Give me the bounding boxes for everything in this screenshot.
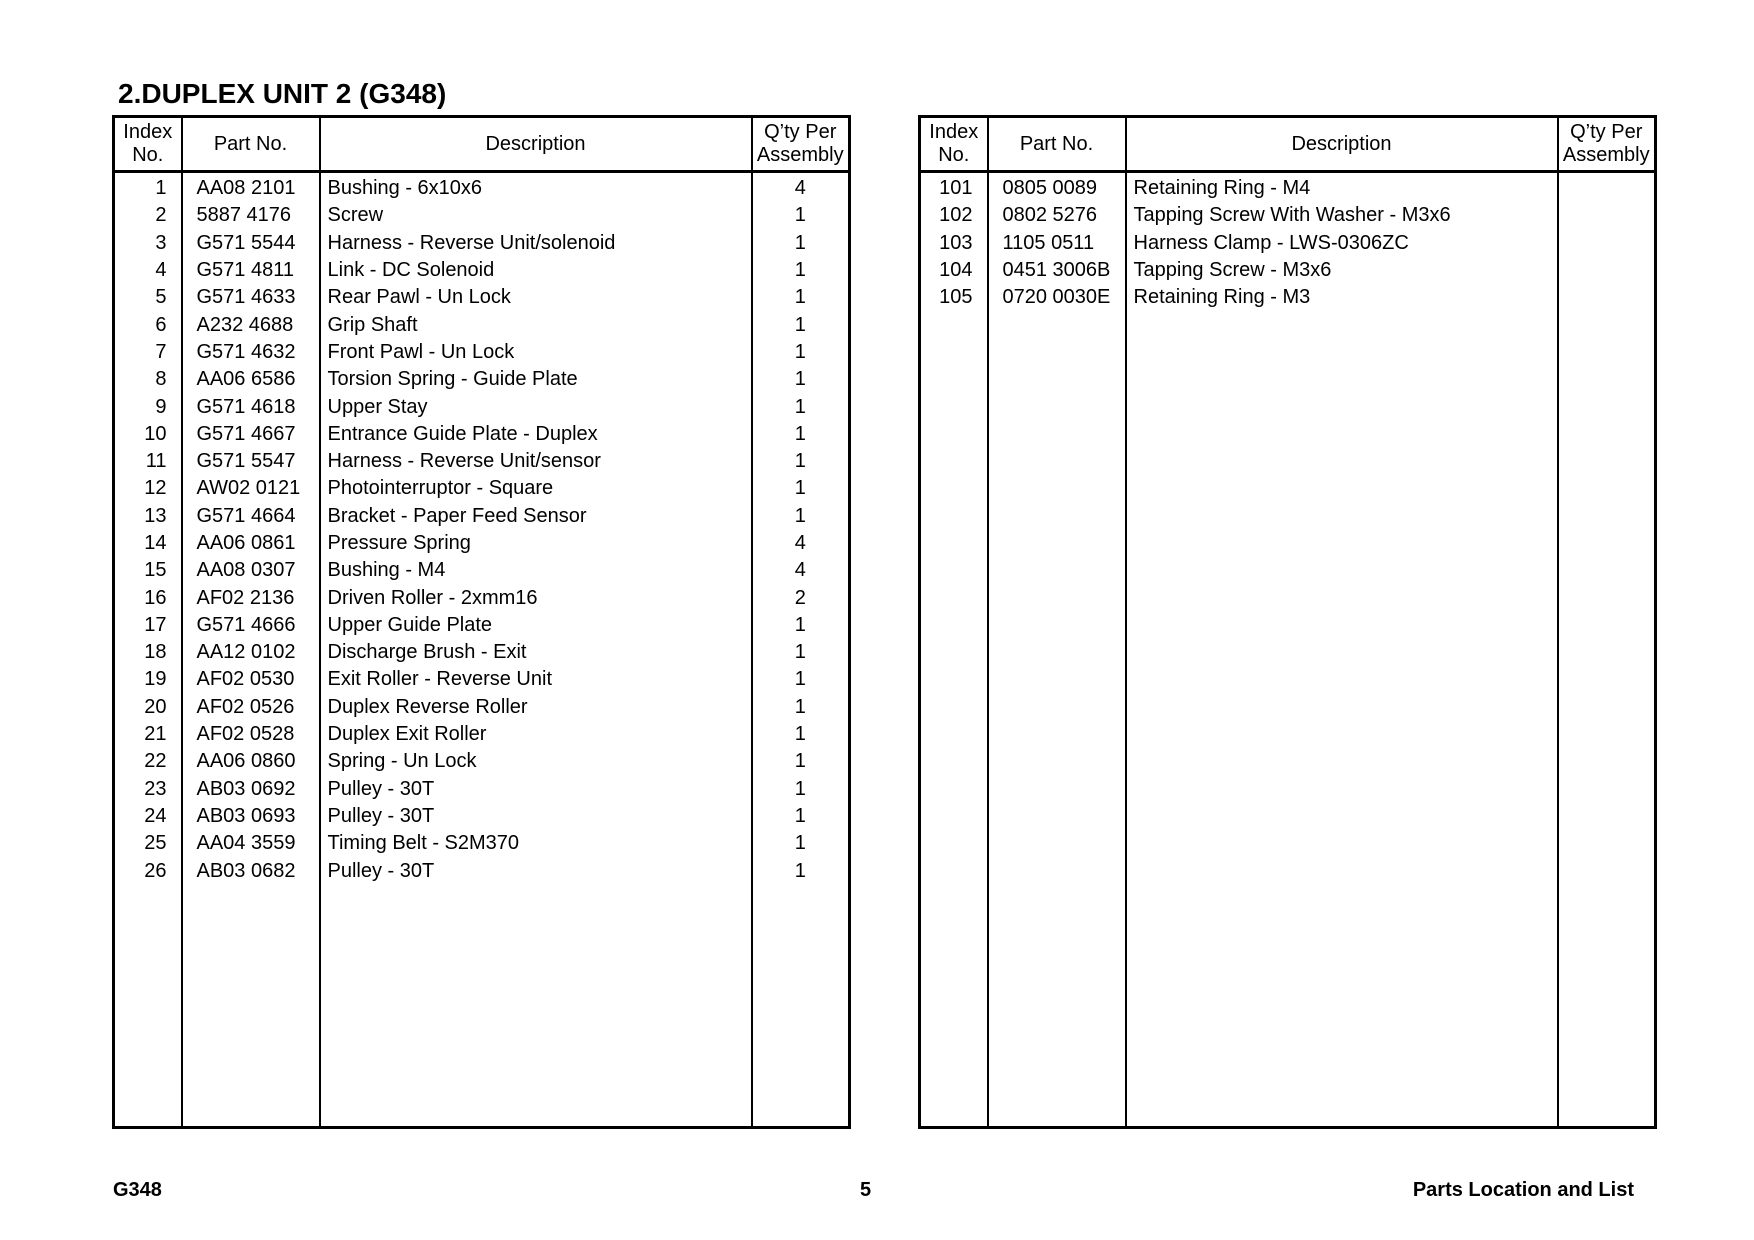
qty-cell: 1: [752, 393, 850, 420]
description-cell: Harness Clamp - LWS-0306ZC: [1126, 230, 1558, 257]
part-no-cell: 1105 0511: [988, 230, 1126, 257]
index-cell: 3: [114, 230, 182, 257]
description-cell: Duplex Exit Roller: [320, 721, 752, 748]
qty-cell: 1: [752, 311, 850, 338]
index-cell: 6: [114, 311, 182, 338]
description-cell: Rear Pawl - Un Lock: [320, 284, 752, 311]
table-header-row: [920, 117, 1656, 172]
description-cell: Photointerruptor - Square: [320, 475, 752, 502]
table-row: [114, 172, 850, 203]
part-no-cell: AA04 3559: [182, 830, 320, 857]
description-cell: Retaining Ring - M4: [1126, 172, 1558, 203]
table-row: [920, 202, 1656, 229]
part-no-cell: AB03 0692: [182, 776, 320, 803]
description-cell: Timing Belt - S2M370: [320, 830, 752, 857]
part-no-cell: AB03 0682: [182, 857, 320, 884]
description-cell: Duplex Reverse Roller: [320, 694, 752, 721]
part-no-cell: A232 4688: [182, 311, 320, 338]
qty-cell: 1: [752, 339, 850, 366]
description-cell: Upper Guide Plate: [320, 612, 752, 639]
index-cell: 4: [114, 257, 182, 284]
table-row: [114, 230, 850, 257]
qty-cell: 1: [752, 857, 850, 884]
table-row: [114, 202, 850, 229]
index-cell: 104: [920, 257, 988, 284]
index-cell: 102: [920, 202, 988, 229]
qty-cell: 1: [752, 666, 850, 693]
part-no-cell: 5887 4176: [182, 202, 320, 229]
index-cell: 103: [920, 230, 988, 257]
part-no-cell: G571 4667: [182, 421, 320, 448]
table-row: [114, 339, 850, 366]
page-title: 2.DUPLEX UNIT 2 (G348): [118, 78, 447, 109]
table-row: [114, 393, 850, 420]
part-no-cell: 0802 5276: [988, 202, 1126, 229]
description-cell: Link - DC Solenoid: [320, 257, 752, 284]
table-row: [114, 284, 850, 311]
table-header-row: [114, 117, 850, 172]
description-cell: Tapping Screw With Washer - M3x6: [1126, 202, 1558, 229]
part-no-cell: 0720 0030E: [988, 284, 1126, 311]
index-header: Index No.: [114, 117, 182, 172]
empty-cell: [920, 311, 988, 1127]
description-cell: Exit Roller - Reverse Unit: [320, 666, 752, 693]
index-cell: 8: [114, 366, 182, 393]
part-no-header: Part No.: [988, 117, 1126, 172]
table-row: [114, 366, 850, 393]
part-no-cell: G571 4666: [182, 612, 320, 639]
footer-page-number: 5: [860, 1179, 872, 1201]
index-cell: 5: [114, 284, 182, 311]
qty-cell: 4: [752, 557, 850, 584]
qty-cell: 1: [752, 284, 850, 311]
empty-cell: [988, 311, 1126, 1127]
index-cell: 1: [114, 172, 182, 203]
table-row: [114, 311, 850, 338]
description-cell: Bushing - 6x10x6: [320, 172, 752, 203]
index-cell: 15: [114, 557, 182, 584]
part-no-cell: G571 4664: [182, 503, 320, 530]
part-no-cell: G571 5547: [182, 448, 320, 475]
qty-cell: [1558, 257, 1656, 284]
description-cell: Pulley - 30T: [320, 803, 752, 830]
part-no-cell: AA06 6586: [182, 366, 320, 393]
index-cell: 16: [114, 584, 182, 611]
index-cell: 14: [114, 530, 182, 557]
qty-cell: [1558, 202, 1656, 229]
description-cell: Upper Stay: [320, 393, 752, 420]
qty-cell: 1: [752, 803, 850, 830]
qty-cell: 1: [752, 257, 850, 284]
index-cell: 21: [114, 721, 182, 748]
index-cell: 24: [114, 803, 182, 830]
table-filler-row: [114, 885, 850, 1128]
index-cell: 105: [920, 284, 988, 311]
index-cell: 23: [114, 776, 182, 803]
table-row: [114, 803, 850, 830]
description-header: Description: [1126, 117, 1558, 172]
qty-cell: 1: [752, 748, 850, 775]
table-row: [920, 284, 1656, 311]
qty-cell: 1: [752, 230, 850, 257]
qty-cell: 1: [752, 721, 850, 748]
table-row: [114, 530, 850, 557]
index-cell: 13: [114, 503, 182, 530]
part-no-cell: G571 4632: [182, 339, 320, 366]
part-no-cell: AA08 0307: [182, 557, 320, 584]
index-header: Index No.: [920, 117, 988, 172]
description-cell: Harness - Reverse Unit/solenoid: [320, 230, 752, 257]
description-cell: Pressure Spring: [320, 530, 752, 557]
qty-cell: [1558, 172, 1656, 203]
table-row: [114, 448, 850, 475]
empty-cell: [752, 885, 850, 1128]
empty-cell: [182, 885, 320, 1128]
part-no-cell: AW02 0121: [182, 475, 320, 502]
parts-table-right: [918, 115, 1657, 1129]
part-no-cell: AA06 0861: [182, 530, 320, 557]
empty-cell: [1558, 311, 1656, 1127]
part-no-cell: AF02 0526: [182, 694, 320, 721]
part-no-cell: G571 5544: [182, 230, 320, 257]
part-no-cell: 0451 3006B: [988, 257, 1126, 284]
table-row: [114, 748, 850, 775]
table-row: [920, 257, 1656, 284]
index-cell: 9: [114, 393, 182, 420]
description-cell: Pulley - 30T: [320, 857, 752, 884]
footer-model: G348: [113, 1179, 162, 1201]
description-cell: Grip Shaft: [320, 311, 752, 338]
description-cell: Pulley - 30T: [320, 776, 752, 803]
table-row: [920, 230, 1656, 257]
table-filler-row: [920, 311, 1656, 1127]
qty-cell: 1: [752, 421, 850, 448]
table-row: [114, 475, 850, 502]
qty-cell: 1: [752, 448, 850, 475]
description-cell: Tapping Screw - M3x6: [1126, 257, 1558, 284]
index-cell: 26: [114, 857, 182, 884]
qty-cell: 1: [752, 475, 850, 502]
qty-cell: 2: [752, 584, 850, 611]
table-row: [114, 666, 850, 693]
qty-cell: 4: [752, 172, 850, 203]
description-cell: Driven Roller - 2xmm16: [320, 584, 752, 611]
qty-cell: 1: [752, 776, 850, 803]
description-header: Description: [320, 117, 752, 172]
qty-header: Q’ty Per Assembly: [752, 117, 850, 172]
description-cell: Bushing - M4: [320, 557, 752, 584]
table-row: [114, 421, 850, 448]
table-row: [114, 503, 850, 530]
part-no-cell: AA06 0860: [182, 748, 320, 775]
table-row: [114, 557, 850, 584]
part-no-cell: AA08 2101: [182, 172, 320, 203]
index-cell: 25: [114, 830, 182, 857]
part-no-cell: AF02 0528: [182, 721, 320, 748]
table-row: [114, 584, 850, 611]
index-cell: 12: [114, 475, 182, 502]
index-cell: 101: [920, 172, 988, 203]
description-cell: Harness - Reverse Unit/sensor: [320, 448, 752, 475]
part-no-cell: AA12 0102: [182, 639, 320, 666]
table-row: [114, 830, 850, 857]
part-no-cell: AB03 0693: [182, 803, 320, 830]
table-row: [114, 257, 850, 284]
qty-cell: 1: [752, 612, 850, 639]
description-cell: Retaining Ring - M3: [1126, 284, 1558, 311]
description-cell: Screw: [320, 202, 752, 229]
qty-cell: [1558, 230, 1656, 257]
index-cell: 7: [114, 339, 182, 366]
qty-cell: 1: [752, 639, 850, 666]
qty-cell: 1: [752, 830, 850, 857]
part-no-cell: AF02 0530: [182, 666, 320, 693]
qty-header: Q’ty Per Assembly: [1558, 117, 1656, 172]
index-cell: 22: [114, 748, 182, 775]
index-cell: 17: [114, 612, 182, 639]
description-cell: Torsion Spring - Guide Plate: [320, 366, 752, 393]
description-cell: Bracket - Paper Feed Sensor: [320, 503, 752, 530]
description-cell: Spring - Un Lock: [320, 748, 752, 775]
index-cell: 2: [114, 202, 182, 229]
qty-cell: 1: [752, 202, 850, 229]
qty-cell: 1: [752, 694, 850, 721]
parts-table-left: [112, 115, 851, 1129]
table-row: [114, 857, 850, 884]
part-no-cell: AF02 2136: [182, 584, 320, 611]
index-cell: 19: [114, 666, 182, 693]
table-row: [920, 172, 1656, 203]
qty-cell: 1: [752, 503, 850, 530]
table-row: [114, 776, 850, 803]
description-cell: Front Pawl - Un Lock: [320, 339, 752, 366]
empty-cell: [1126, 311, 1558, 1127]
table-row: [114, 639, 850, 666]
empty-cell: [320, 885, 752, 1128]
index-cell: 20: [114, 694, 182, 721]
part-no-cell: G571 4811: [182, 257, 320, 284]
part-no-cell: G571 4633: [182, 284, 320, 311]
qty-cell: 1: [752, 366, 850, 393]
description-cell: Entrance Guide Plate - Duplex: [320, 421, 752, 448]
table-row: [114, 721, 850, 748]
index-cell: 18: [114, 639, 182, 666]
table-row: [114, 612, 850, 639]
part-no-cell: G571 4618: [182, 393, 320, 420]
qty-cell: [1558, 284, 1656, 311]
part-no-header: Part No.: [182, 117, 320, 172]
description-cell: Discharge Brush - Exit: [320, 639, 752, 666]
qty-cell: 4: [752, 530, 850, 557]
index-cell: 11: [114, 448, 182, 475]
table-row: [114, 694, 850, 721]
empty-cell: [114, 885, 182, 1128]
index-cell: 10: [114, 421, 182, 448]
part-no-cell: 0805 0089: [988, 172, 1126, 203]
footer-section-title: Parts Location and List: [1412, 1179, 1634, 1201]
